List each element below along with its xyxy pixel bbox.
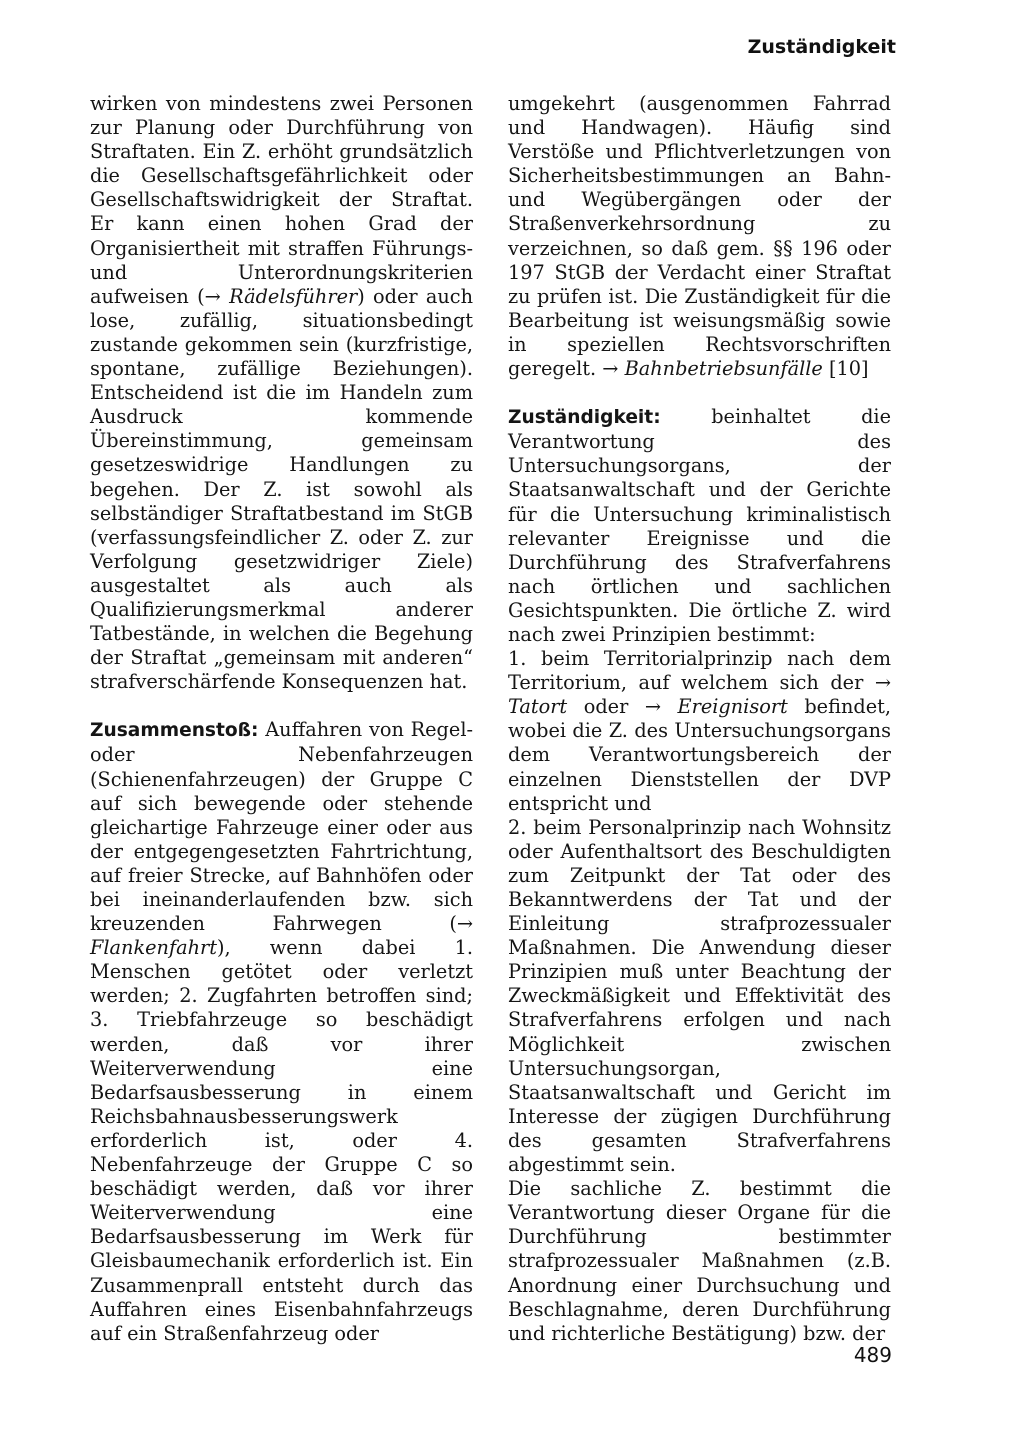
sachliche-zustaendigkeit-paragraph — [508, 1177, 891, 1346]
body-text: [10] — [822, 357, 869, 381]
body-text: 1. beim Territorialprinzip nach dem Territorium, auf welchem sich der → — [508, 647, 891, 695]
entry-zustaendigkeit — [508, 405, 891, 647]
body-text: ) oder auch lose, zufällig, situationsbedingt zustande gekommen sein (kurzfristige, spontane, zufällige Beziehungen). Entscheidend ist die im Handeln zum Ausdruck kommende Übereinstimmung, gemeinsam gesetzeswidrige Handlungen zu begehen. Der Z. ist sowohl als selbständiger Straftatbestand im StGB (verfassungsfeindlicher Z. oder Z. zur Verfolgung gesetzwidriger Ziele) ausgestaltet als auch als Qualifizierungsmerkmal anderer Tatbestände, in welchen die Begehung der Straftat „gemeinsam mit anderen“ strafverschärfende Konsequenzen hat. — [90, 284, 473, 694]
page-number: 489 — [853, 1343, 892, 1367]
entry-term: Zuständigkeit: — [508, 407, 661, 429]
personalprinzip-paragraph — [508, 816, 891, 1177]
body-text: 2. beim Personalprinzip nach Wohnsitz oder Aufenthaltsort des Beschuldigten zum Zeitpunkt der Tat oder des Bekanntwerdens der Tat und der Einleitung strafprozessualer Maßnahmen. Die Anwendung dieser Prinzipien muß unter Beachtung der Zweckmäßigkeit und Effektivität des Strafverfahrens erfolgen und nach Möglichkeit zwischen Untersuchungsorgan, Staatsanwaltschaft und Gericht im Interesse der zügigen Durchführung des gesamten Strafverfahrens abgestimmt sein. — [508, 815, 891, 1177]
body-text: oder → — [567, 695, 678, 719]
entry-continuation-paragraph — [508, 92, 891, 381]
cross-reference: Tatort — [508, 695, 568, 719]
cross-reference: Flankenfahrt — [90, 936, 217, 960]
body-text: wirken von mindestens zwei Personen zur Planung oder Durchführung von Straftaten. Ein Z. erhöht grundsätzlich die Gesellschaftsgefährlichkeit oder Gesellschaftswidrigkeit der Straftat. Er kann einen hohen Grad der Organisiertheit mit straffen Führungs- und Unterordnungskriterien aufweisen (→ — [90, 92, 473, 308]
cross-reference: Rädelsführer — [229, 284, 358, 308]
body-text: umgekehrt (ausgenommen Fahrrad und Handwagen). Häufig sind Verstöße und Pflichtverletzungen von Sicherheitsbestimmungen an Bahn- und Wegübergängen oder der Straßenverkehrsordnung zu verzeichnen, so daß gem. §§ 196 oder 197 StGB der Verdacht einer Straftat zu prüfen ist. Die Zuständigkeit für die Bearbeitung ist weisungsmäßig sowie in speziellen Rechtsvorschriften geregelt. → — [508, 92, 891, 381]
body-text: befindet, wobei die Z. des Untersuchungsorgans dem Verantwortungsbereich der einzelnen Dienststellen der DVP entspricht und — [508, 695, 891, 815]
entry-zusammenstoss — [90, 718, 473, 1345]
right-column — [508, 92, 891, 1346]
body-text: beinhaltet die Verantwortung des Untersuchungsorgans, der Staatsanwaltschaft und der Gerichte für die Untersuchung kriminalistisch relevanter Ereignisse und die Durchführung des Strafverfahrens nach örtlichen und sachlichen Gesichtspunkten. Die örtliche Z. wird nach zwei Prinzipien bestimmt: — [508, 405, 891, 646]
left-column — [90, 92, 473, 1346]
body-text: ), wenn dabei 1. Menschen getötet oder verletzt werden; 2. Zugfahrten betroffen sind; 3. Triebfahrzeuge so beschädigt werden, daß vor ihrer Weiterverwendung eine Bedarfsausbesserung in einem Reichsbahnausbesserungswerk erforderlich ist, oder 4. Nebenfahrzeuge der Gruppe C so beschädigt werden, daß vor ihrer Weiterverwendung eine Bedarfsausbesserung im Werk für Gleisbaumechanik erforderlich ist. Ein Zusammenprall entsteht durch das Auffahren eines Eisenbahnfahrzeugs auf ein Straßenfahrzeug oder — [90, 936, 473, 1345]
body-text: Die sachliche Z. bestimmt die Verantwortung dieser Organe für die Durchführung bestimmter strafprozessualer Maßnahmen (z.B. Anordnung einer Durchsuchung und Beschlagnahme, deren Durchführung und richterliche Bestätigung) bzw. der — [508, 1177, 891, 1345]
entry-term: Zusammenstoß: — [90, 720, 259, 742]
cross-reference: Ereignisort — [677, 695, 788, 719]
cross-reference: Bahnbetriebsunfälle — [624, 357, 823, 381]
territorialprinzip-paragraph — [508, 647, 891, 816]
body-text: Auffahren von Regel- oder Nebenfahrzeugen (Schienenfahrzeugen) der Gruppe C auf sich bewegende oder stehende gleichartige Fahrzeuge einer oder aus der entgegengesetzten Fahrtrichtung, auf freier Strecke, auf Bahnhöfen oder bei ineinanderlaufenden bzw. sich kreuzenden Fahrwegen (→ — [90, 718, 473, 936]
running-head: Zuständigkeit — [747, 36, 896, 58]
entry-continuation-paragraph — [90, 92, 473, 694]
